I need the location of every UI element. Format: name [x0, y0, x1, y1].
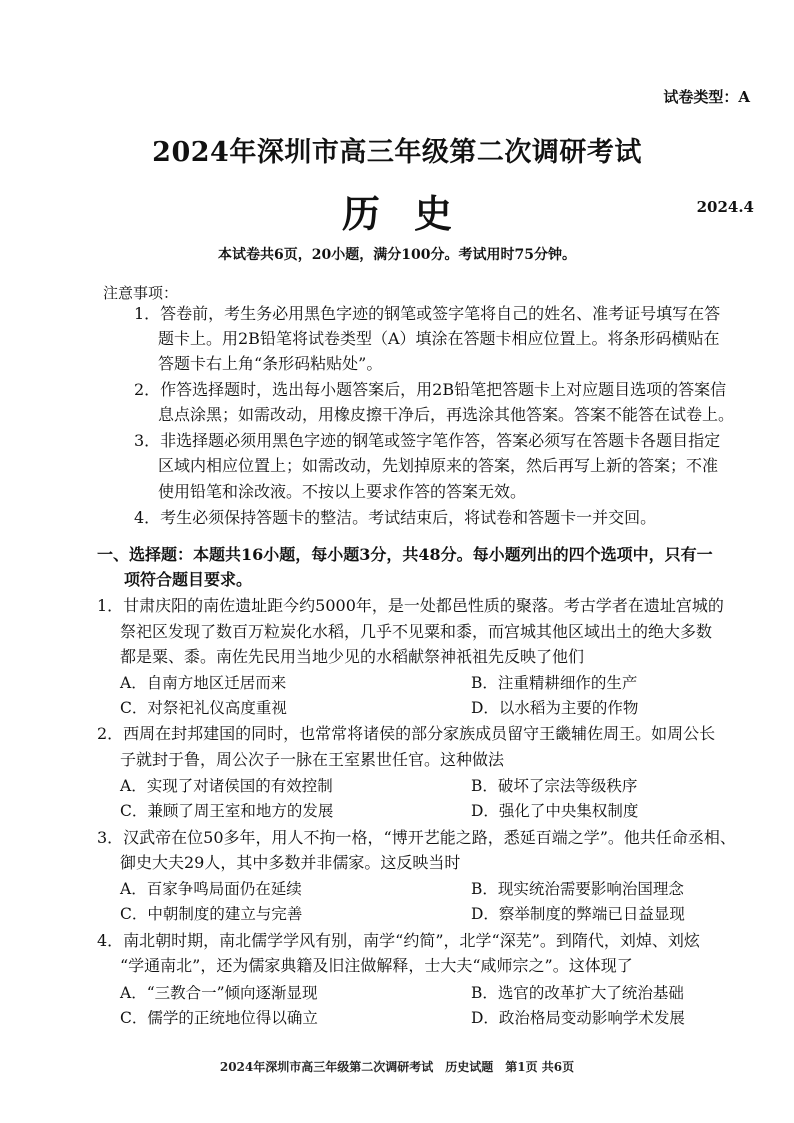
notice-line: 1．答卷前，考生务必用黑色字迹的钢笔或签字笔将自己的姓名、准考证号填写在答 [134, 304, 721, 323]
question-stem: 2．西周在封邦建国的同时，也常常将诸侯的部分家族成员留守王畿辅佐周王。如周公长 [97, 724, 716, 743]
notice-heading: 注意事项： [103, 284, 179, 302]
option-d[interactable]: D．强化了中央集权制度 [471, 802, 639, 820]
option-b[interactable]: B．现实统治需要影响治国理念 [471, 880, 684, 898]
question-stem: “学通南北”，还为儒家典籍及旧注做解释，士大夫“咸师宗之”。这体现了 [120, 956, 633, 975]
notice-line: 题卡上。用2B铅笔将试卷类型（A）填涂在答题卡相应位置上。将条形码横贴在 [158, 329, 720, 348]
exam-date: 2024.4 [696, 198, 754, 216]
question-stem: 1．甘肃庆阳的南佐遗址距今约5000年，是一处都邑性质的聚落。考古学者在遗址宫城的 [97, 596, 724, 615]
option-c[interactable]: C．对祭祀礼仪高度重视 [120, 699, 287, 717]
section-heading-cont: 项符合题目要求。 [124, 570, 253, 589]
option-d[interactable]: D．政治格局变动影响学术发展 [471, 1009, 685, 1027]
question-stem: 御史大夫29人，其中多数并非儒家。这反映当时 [120, 853, 461, 872]
question-stem: 4．南北朝时期，南北儒学学风有别，南学“约简”，北学“深芜”。到隋代，刘焯、刘炫 [97, 931, 700, 950]
notice-line: 息点涂黑；如需改动，用橡皮擦干净后，再选涂其他答案。答案不能答在试卷上。 [158, 405, 735, 424]
option-a[interactable]: A．“三教合一”倾向逐渐显现 [120, 984, 318, 1002]
exam-info: 本试卷共6页，20小题，满分100分。考试用时75分钟。 [218, 247, 576, 263]
notice-line: 2．作答选择题时，选出每小题答案后，用2B铅笔把答题卡上对应题目选项的答案信 [134, 380, 727, 399]
notice-line: 3．非选择题必须用黑色字迹的钢笔或签字笔作答，答案必须写在答题卡各题目指定 [134, 431, 721, 450]
notice-line: 区域内相应位置上；如需改动，先划掉原来的答案，然后再写上新的答案；不准 [158, 456, 719, 475]
notice-line: 使用铅笔和涂改液。不按以上要求作答的答案无效。 [158, 482, 527, 501]
paper-type-label: 试卷类型：A [663, 88, 750, 106]
option-b[interactable]: B．注重精耕细作的生产 [471, 674, 638, 692]
notice-line: 答题卡右上角“条形码粘贴处”。 [158, 354, 383, 373]
page-footer: 2024年深圳市高三年级第二次调研考试 历史试题 第1页 共6页 [219, 1060, 575, 1074]
option-c[interactable]: C．儒学的正统地位得以确立 [120, 1009, 318, 1027]
section-heading: 一、选择题：本题共16小题，每小题3分，共48分。每小题列出的四个选项中，只有一 [97, 545, 713, 564]
question-stem: 祭祀区发现了数百万粒炭化水稻，几乎不见粟和黍，而宫城其他区域出土的绝大多数 [120, 622, 713, 641]
notice-line: 4．考生必须保持答题卡的整洁。考试结束后，将试卷和答题卡一并交回。 [134, 508, 657, 527]
exam-title: 2024年深圳市高三年级第二次调研考试 [152, 137, 642, 168]
option-b[interactable]: B．破坏了宗法等级秩序 [471, 777, 638, 795]
option-a[interactable]: A．实现了对诸侯国的有效控制 [120, 777, 333, 795]
question-stem: 3．汉武帝在位50多年，用人不拘一格，“博开艺能之路，悉延百端之学”。他共任命丞相、 [97, 828, 736, 847]
option-c[interactable]: C．中朝制度的建立与完善 [120, 905, 303, 923]
option-a[interactable]: A．自南方地区迁居而来 [120, 674, 287, 692]
question-stem: 子就封于鲁，周公次子一脉在王室累世任官。这种做法 [120, 750, 505, 769]
option-b[interactable]: B．选官的改革扩大了统治基础 [471, 984, 684, 1002]
option-d[interactable]: D．以水稻为主要的作物 [471, 699, 639, 717]
subject-title: 历史 [341, 191, 486, 236]
question-stem: 都是粟、黍。南佐先民用当地少见的水稻献祭神祇祖先反映了他们 [120, 647, 585, 666]
option-a[interactable]: A．百家争鸣局面仍在延续 [120, 880, 302, 898]
option-d[interactable]: D．察举制度的弊端已日益显现 [471, 905, 685, 923]
option-c[interactable]: C．兼顾了周王室和地方的发展 [120, 802, 334, 820]
